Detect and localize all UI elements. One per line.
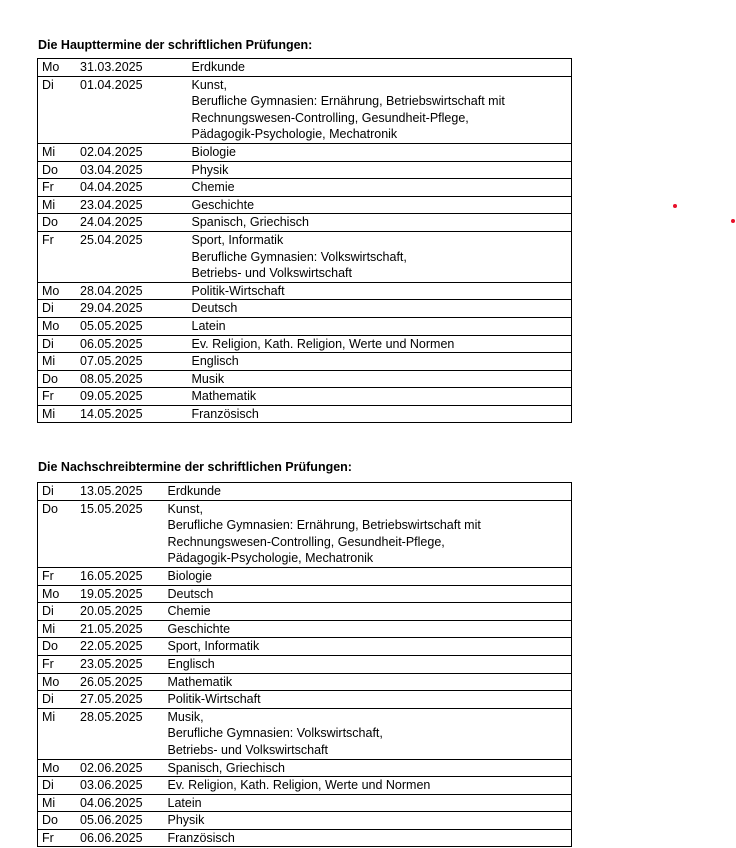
schedule-row — [38, 500, 572, 567]
weekday: Fr — [42, 180, 54, 195]
schedule-row — [38, 638, 572, 656]
schedule-row — [38, 179, 572, 197]
exam-subject: Musik — [188, 370, 572, 388]
schedule-row — [38, 829, 572, 847]
exam-date: 08.05.2025 — [80, 371, 143, 386]
schedule-row — [38, 143, 572, 161]
schedule-row — [38, 196, 572, 214]
weekday: Mi — [42, 144, 56, 159]
schedule-row — [38, 405, 572, 423]
exam-date: 09.05.2025 — [80, 389, 143, 404]
schedule-row — [38, 673, 572, 691]
exam-date: 04.06.2025 — [80, 795, 143, 810]
weekday: Mo — [42, 760, 60, 775]
exam-date: 23.05.2025 — [80, 656, 143, 671]
weekday: Mi — [42, 197, 56, 212]
exam-subject: Ev. Religion, Kath. Religion, Werte und Normen — [188, 335, 572, 353]
schedule-row — [38, 777, 572, 795]
day-date-cell — [38, 76, 188, 143]
schedule-row — [38, 231, 572, 282]
day-date-cell — [38, 143, 188, 161]
day-date-cell — [38, 620, 164, 638]
schedule-row — [38, 603, 572, 621]
day-date-cell — [38, 585, 164, 603]
schedule-row — [38, 317, 572, 335]
weekday: Fr — [42, 830, 54, 845]
exam-subject: Deutsch — [188, 300, 572, 318]
exam-date: 15.05.2025 — [80, 501, 143, 516]
schedule-row — [38, 282, 572, 300]
schedule-row — [38, 335, 572, 353]
exam-subject: Sport, Informatik — [164, 638, 572, 656]
exam-date: 28.05.2025 — [80, 709, 143, 724]
day-date-cell — [38, 370, 188, 388]
exam-date: 22.05.2025 — [80, 639, 143, 654]
weekday: Mi — [42, 406, 56, 421]
schedule-row — [38, 655, 572, 673]
weekday: Do — [42, 371, 58, 386]
exam-date: 20.05.2025 — [80, 604, 143, 619]
main-schedule-heading: Die Haupttermine der schriftlichen Prüfungen: — [38, 38, 313, 52]
weekday: Di — [42, 77, 54, 92]
weekday: Di — [42, 692, 54, 707]
weekday: Fr — [42, 232, 54, 247]
schedule-row — [38, 76, 572, 143]
schedule-row — [38, 388, 572, 406]
schedule-row — [38, 161, 572, 179]
exam-date: 31.03.2025 — [80, 60, 143, 74]
exam-subject: Politik-Wirtschaft — [164, 691, 572, 709]
weekday: Mo — [42, 283, 60, 298]
exam-date: 03.04.2025 — [80, 162, 143, 177]
weekday: Do — [42, 813, 58, 828]
weekday: Mi — [42, 709, 56, 724]
weekday: Mo — [42, 318, 60, 333]
weekday: Mo — [42, 586, 60, 601]
schedule-row — [38, 483, 572, 501]
exam-subject: Englisch — [188, 353, 572, 371]
exam-subject: Kunst, Berufliche Gymnasien: Ernährung, Betriebswirtschaft mit Rechnungswesen-Controlling, Gesundheit-Pflege, Pädagogik-Psychologie, Mechatronik — [164, 500, 572, 567]
day-date-cell — [38, 655, 164, 673]
exam-date: 03.06.2025 — [80, 778, 143, 793]
exam-subject: Geschichte — [164, 620, 572, 638]
weekday: Mi — [42, 621, 56, 636]
weekday: Do — [42, 162, 58, 177]
exam-date: 21.05.2025 — [80, 621, 143, 636]
exam-date: 27.05.2025 — [80, 692, 143, 707]
day-date-cell — [38, 603, 164, 621]
day-date-cell — [38, 812, 164, 830]
day-date-cell — [38, 388, 188, 406]
exam-date: 02.06.2025 — [80, 760, 143, 775]
exam-subject: Mathematik — [188, 388, 572, 406]
exam-date: 28.04.2025 — [80, 283, 143, 298]
weekday: Do — [42, 639, 58, 654]
exam-subject: Erdkunde — [164, 483, 572, 501]
makeup-schedule-body — [38, 483, 572, 847]
day-date-cell — [38, 500, 164, 567]
exam-date: 13.05.2025 — [80, 484, 143, 498]
weekday: Mi — [42, 795, 56, 810]
day-date-cell — [38, 567, 164, 585]
schedule-row — [38, 691, 572, 709]
exam-date: 23.04.2025 — [80, 197, 143, 212]
schedule-row — [38, 794, 572, 812]
weekday: Do — [42, 501, 58, 516]
schedule-row — [38, 812, 572, 830]
exam-subject: Kunst, Berufliche Gymnasien: Ernährung, Betriebswirtschaft mit Rechnungswesen-Controlling, Gesundheit-Pflege, Pädagogik-Psychologie, Mechatronik — [188, 76, 572, 143]
weekday: Fr — [42, 656, 54, 671]
weekday: Mo — [42, 60, 60, 74]
schedule-row — [38, 370, 572, 388]
exam-date: 19.05.2025 — [80, 586, 143, 601]
exam-subject: Physik — [188, 161, 572, 179]
exam-subject: Geschichte — [188, 196, 572, 214]
exam-subject: Spanisch, Griechisch — [164, 759, 572, 777]
day-date-cell — [38, 300, 188, 318]
weekday: Fr — [42, 568, 54, 583]
day-date-cell — [38, 794, 164, 812]
schedule-row — [38, 759, 572, 777]
exam-date: 01.04.2025 — [80, 77, 143, 92]
exam-date: 06.05.2025 — [80, 336, 143, 351]
exam-subject: Chemie — [188, 179, 572, 197]
exam-date: 04.04.2025 — [80, 180, 143, 195]
day-date-cell — [38, 759, 164, 777]
day-date-cell — [38, 829, 164, 847]
day-date-cell — [38, 214, 188, 232]
day-date-cell — [38, 317, 188, 335]
weekday: Do — [42, 215, 58, 230]
exam-date: 02.04.2025 — [80, 144, 143, 159]
weekday: Di — [42, 336, 54, 351]
exam-subject: Biologie — [188, 143, 572, 161]
day-date-cell — [38, 483, 164, 501]
schedule-row — [38, 620, 572, 638]
exam-subject: Französisch — [188, 405, 572, 423]
day-date-cell — [38, 282, 188, 300]
day-date-cell — [38, 335, 188, 353]
day-date-cell — [38, 638, 164, 656]
exam-subject: Sport, Informatik Berufliche Gymnasien: Volkswirtschaft, Betriebs- und Volkswirtschaft — [188, 231, 572, 282]
exam-date: 06.06.2025 — [80, 830, 143, 845]
main-schedule-body — [38, 59, 572, 423]
day-date-cell — [38, 231, 188, 282]
exam-date: 07.05.2025 — [80, 354, 143, 369]
exam-subject: Französisch — [164, 829, 572, 847]
exam-subject: Erdkunde — [188, 59, 572, 77]
exam-date: 29.04.2025 — [80, 301, 143, 316]
schedule-row — [38, 59, 572, 77]
day-date-cell — [38, 708, 164, 759]
schedule-row — [38, 214, 572, 232]
exam-date: 05.05.2025 — [80, 318, 143, 333]
weekday: Di — [42, 484, 54, 498]
day-date-cell — [38, 59, 188, 77]
red-dot-marker — [731, 219, 735, 223]
weekday: Di — [42, 301, 54, 316]
schedule-row — [38, 300, 572, 318]
exam-subject: Latein — [164, 794, 572, 812]
exam-date: 25.04.2025 — [80, 232, 143, 247]
weekday: Mi — [42, 354, 56, 369]
schedule-row — [38, 585, 572, 603]
exam-subject: Latein — [188, 317, 572, 335]
day-date-cell — [38, 161, 188, 179]
day-date-cell — [38, 691, 164, 709]
exam-subject: Englisch — [164, 655, 572, 673]
exam-subject: Mathematik — [164, 673, 572, 691]
exam-subject: Musik, Berufliche Gymnasien: Volkswirtschaft, Betriebs- und Volkswirtschaft — [164, 708, 572, 759]
makeup-schedule-heading: Die Nachschreibtermine der schriftlichen Prüfungen: — [38, 460, 352, 474]
schedule-row — [38, 567, 572, 585]
day-date-cell — [38, 353, 188, 371]
makeup-schedule-table — [37, 482, 572, 847]
exam-date: 24.04.2025 — [80, 215, 143, 230]
main-schedule-table — [37, 58, 572, 423]
weekday: Di — [42, 604, 54, 619]
weekday: Fr — [42, 389, 54, 404]
schedule-row — [38, 353, 572, 371]
weekday: Mo — [42, 674, 60, 689]
exam-subject: Deutsch — [164, 585, 572, 603]
red-dot-marker — [673, 204, 677, 208]
exam-subject: Ev. Religion, Kath. Religion, Werte und Normen — [164, 777, 572, 795]
exam-date: 26.05.2025 — [80, 674, 143, 689]
day-date-cell — [38, 196, 188, 214]
exam-date: 16.05.2025 — [80, 568, 143, 583]
exam-date: 14.05.2025 — [80, 406, 143, 421]
day-date-cell — [38, 179, 188, 197]
schedule-row — [38, 708, 572, 759]
exam-subject: Chemie — [164, 603, 572, 621]
weekday: Di — [42, 778, 54, 793]
day-date-cell — [38, 405, 188, 423]
exam-subject: Spanisch, Griechisch — [188, 214, 572, 232]
day-date-cell — [38, 777, 164, 795]
exam-subject: Physik — [164, 812, 572, 830]
exam-subject: Biologie — [164, 567, 572, 585]
exam-subject: Politik-Wirtschaft — [188, 282, 572, 300]
exam-date: 05.06.2025 — [80, 813, 143, 828]
day-date-cell — [38, 673, 164, 691]
